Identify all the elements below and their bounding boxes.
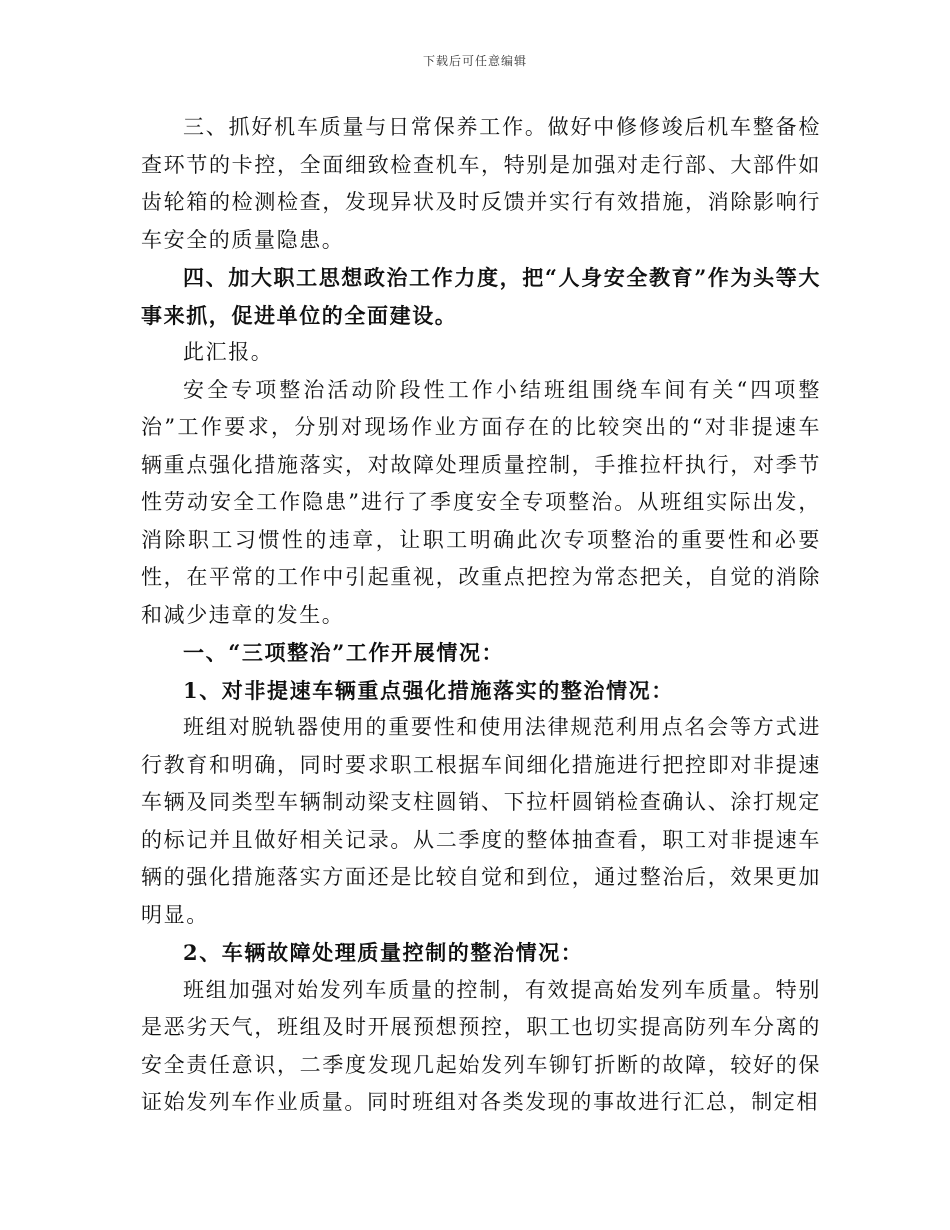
paragraph-summary-intro: 安全专项整治活动阶段性工作小结班组围绕车间有关“四项整治”工作要求，分别对现场作业方面存在的比较突出的“对非提速车辆重点强化措施落实，对故障处理质量控制，手推拉杆执行，对季节性劳动安全工作隐患”进行了季度安全专项整治。从班组实际出发，消除职工习惯性的违章，让职工明确此次专项整治的重要性和必要性，在平常的工作中引起重视，改重点把控为常态把关，自觉的消除和减少违章的发生。	[141, 377, 821, 627]
paragraph-section-three: 三、抓好机车质量与日常保养工作。做好中修修竣后机车整备检查环节的卡控，全面细致检查机车，特别是加强对走行部、大部件如齿轮箱的检测检查，发现异状及时反馈并实行有效措施，消除影响行车安全的质量隐患。	[141, 115, 821, 252]
paragraph-subsection-one-body: 班组对脱轨器使用的重要性和使用法律规范利用点名会等方式进行教育和明确，同时要求职工根据车间细化措施进行把控即对非提速车辆及同类型车辆制动梁支柱圆销、下拉杆圆销检查确认、涂打规定的标记并且做好相关记录。从二季度的整体抽查看，职工对非提速车辆的强化措施落实方面还是比较自觉和到位，通过整治后，效果更加明显。	[141, 715, 821, 927]
document-body	[141, 109, 821, 1122]
heading-subsection-two: 2、车辆故障处理质量控制的整治情况：	[183, 940, 584, 965]
header-note: 下载后可任意编辑	[422, 54, 527, 68]
paragraph-section-four-heading: 四、加大职工思想政治工作力度，把“人身安全教育”作为头等大事来抓，促进单位的全面建设。	[141, 265, 821, 328]
paragraph-subsection-two-body: 班组加强对始发列车质量的控制，有效提高始发列车质量。特别是恶劣天气，班组及时开展预想预控，职工也切实提高防列车分离的安全责任意识，二季度发现几起始发列车铆钉折断的故障，较好的保证始发列车作业质量。同时班组对各类发现的事故进行汇总，制定相	[141, 977, 821, 1114]
heading-section-one: 一、“三项整治”工作开展情况：	[183, 640, 505, 665]
heading-subsection-one: 1、对非提速车辆重点强化措施落实的整治情况：	[183, 677, 674, 703]
paragraph-report-closing: 此汇报。	[183, 340, 274, 364]
